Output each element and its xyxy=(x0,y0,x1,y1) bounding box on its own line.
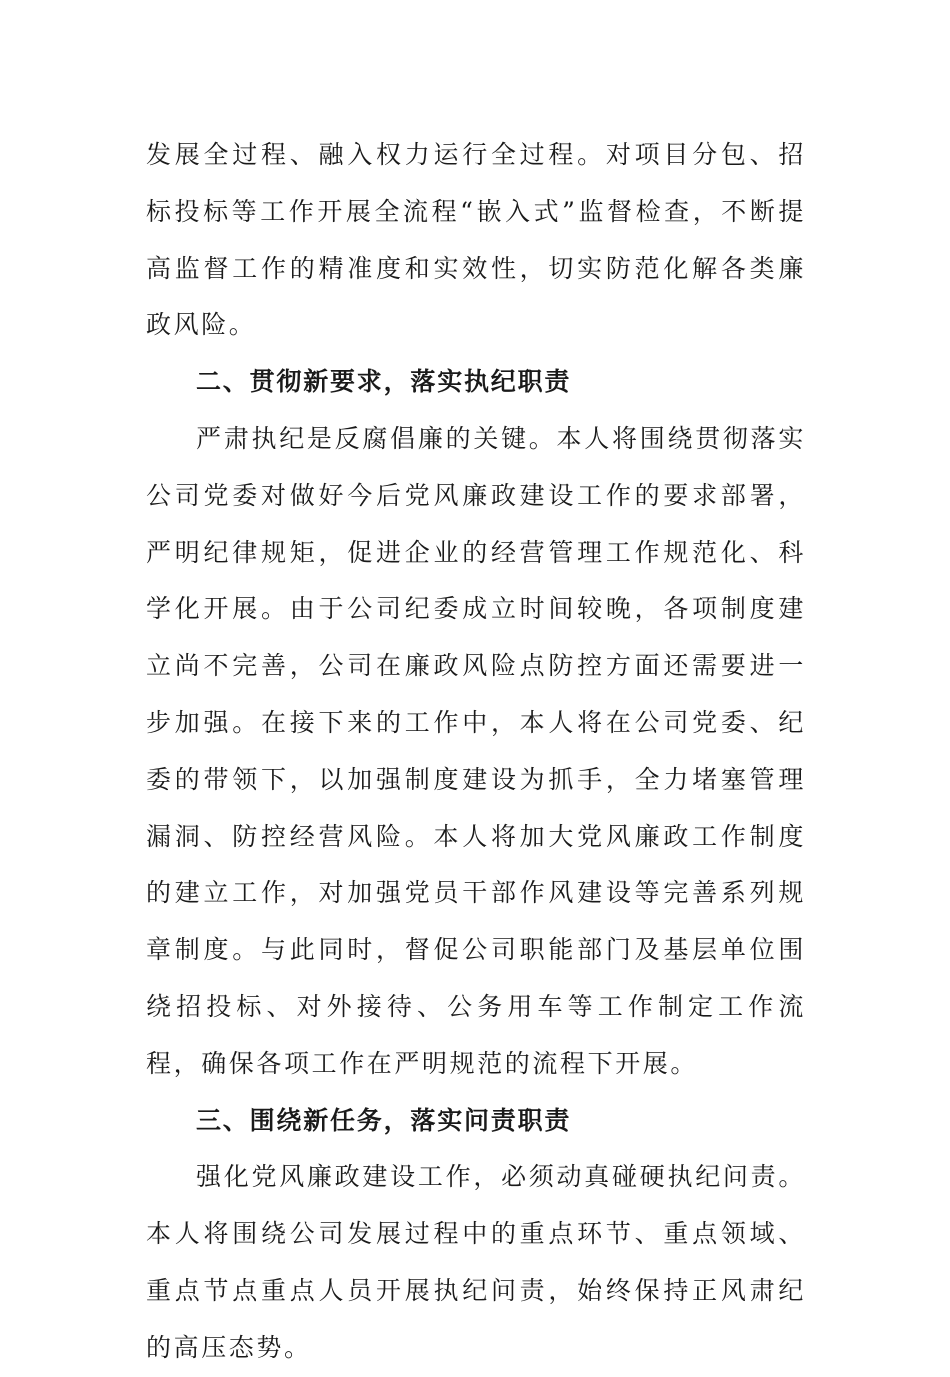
paragraph-section-2: 严肃执纪是反腐倡廉的关键。本人将围绕贯彻落实公司党委对做好今后党风廉政建设工作的要求部署，严明纪律规矩，促进企业的经营管理工作规范化、科学化开展。由于公司纪委成立时间较晚，各项制度建立尚不完善，公司在廉政风险点防控方面还需要进一步加强。在接下来的工作中，本人将在公司党委、纪委的带领下，以加强制度建设为抓手，全力堵塞管理漏洞、防控经营风险。本人将加大党风廉政工作制度的建立工作，对加强党员干部作风建设等完善系列规章制度。与此同时，督促公司职能部门及基层单位围绕招投标、对外接待、公务用车等工作制定工作流程，确保各项工作在严明规范的流程下开展。 xyxy=(146,423,806,1078)
paragraph-continued: 发展全过程、融入权力运行全过程。对项目分包、招标投标等工作开展全流程“嵌入式”监督检查，不断提高监督工作的精准度和实效性，切实防范化解各类廉政风险。 xyxy=(146,140,806,340)
paragraph-section-3: 强化党风廉政建设工作，必须动真碰硬执纪问责。本人将围绕公司发展过程中的重点环节、重点领域、重点节点重点人员开展执纪问责，始终保持正风肃纪的高压态势。 xyxy=(146,1162,806,1362)
section-heading-2: 二、贯彻新要求，落实执纪职责 xyxy=(196,367,572,397)
document-body xyxy=(146,127,806,1377)
section-heading-3: 三、围绕新任务，落实问责职责 xyxy=(196,1105,572,1135)
